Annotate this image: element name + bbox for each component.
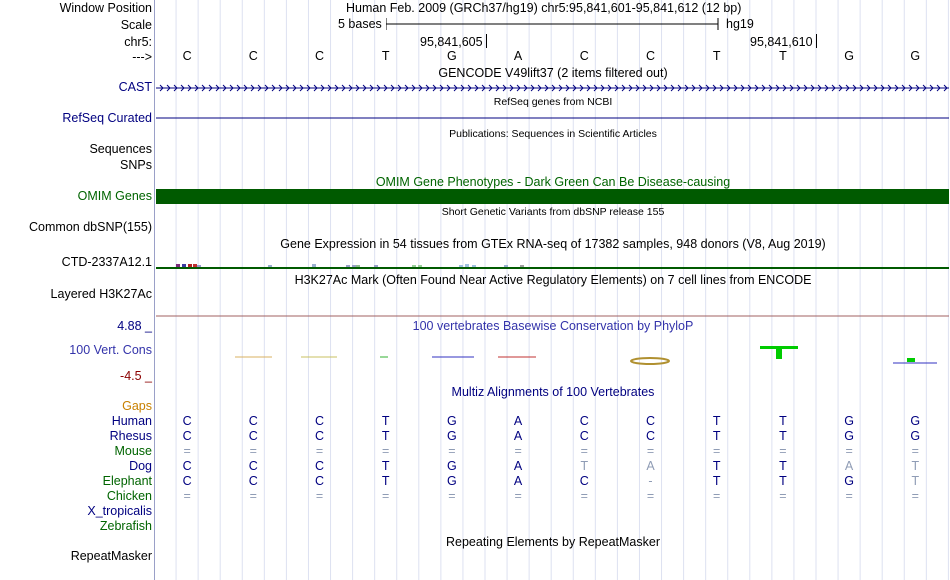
refseq-track-label[interactable]: RefSeq Curated <box>62 111 152 125</box>
omim-track-title[interactable]: OMIM Gene Phenotypes - Dark Green Can Be Disease-causing <box>375 175 731 189</box>
alignment-base: C <box>314 414 325 428</box>
reference-base: C <box>182 49 192 63</box>
gtex-tissue-bar <box>188 264 192 267</box>
alignment-base: = <box>646 489 655 503</box>
alignment-base: T <box>712 414 721 428</box>
alignment-base: = <box>382 489 390 503</box>
dbsnp-track-label[interactable]: Common dbSNP(155) <box>29 220 152 234</box>
species-label[interactable]: Dog <box>129 459 152 473</box>
reference-base: T <box>779 49 787 63</box>
species-label[interactable]: Zebrafish <box>99 519 152 533</box>
alignment-base: A <box>646 459 655 473</box>
reference-base: C <box>248 49 258 63</box>
phylop-max-label: 4.88 _ <box>117 319 152 333</box>
alignment-base: G <box>447 414 457 428</box>
alignment-base: T <box>712 474 721 488</box>
scale-assembly: hg19 <box>726 17 754 31</box>
alignment-base: C <box>579 414 589 428</box>
alignment-base: A <box>513 414 523 428</box>
alignment-base: T <box>381 474 390 488</box>
alignment-base: G <box>447 474 457 488</box>
snps-track-label[interactable]: SNPs <box>120 158 152 172</box>
alignment-base: T <box>779 429 787 443</box>
alignment-base: = <box>448 444 456 458</box>
phylop-score-mark <box>907 358 915 362</box>
phylop-track-title[interactable]: 100 vertebrates Basewise Conservation by PhyloP <box>412 319 694 333</box>
gaps-label: Gaps <box>122 399 152 413</box>
window-position-label: Window Position <box>59 1 152 15</box>
gtex-tissue-bar <box>197 265 201 267</box>
alignment-base: A <box>513 474 523 488</box>
alignment-base: A <box>513 429 523 443</box>
alignment-base: - <box>648 474 653 488</box>
alignment-base: T <box>381 414 390 428</box>
gtex-track-title[interactable]: Gene Expression in 54 tissues from GTEx RNA-seq of 17382 samples, 948 donors (V8, Aug 2019) <box>280 237 826 251</box>
alignment-base: T <box>381 429 390 443</box>
alignment-base: G <box>844 474 854 488</box>
gtex-tissue-bar <box>412 265 416 267</box>
reference-base: A <box>513 49 523 63</box>
alignment-base: = <box>911 489 919 503</box>
alignment-base: = <box>713 444 721 458</box>
alignment-base: T <box>712 459 721 473</box>
alignment-base: = <box>514 444 522 458</box>
strand-label: ---> <box>132 50 152 64</box>
alignment-base: C <box>248 459 258 473</box>
reference-base: G <box>447 49 457 63</box>
alignment-base: C <box>182 414 192 428</box>
gtex-tissue-bar <box>182 264 186 267</box>
gtex-gene-label[interactable]: CTD-2337A12.1 <box>61 255 152 269</box>
alignment-base: C <box>314 459 325 473</box>
alignment-base: T <box>381 459 390 473</box>
alignment-base: T <box>779 459 787 473</box>
alignment-base: = <box>249 444 257 458</box>
alignment-base: = <box>845 444 853 458</box>
multiz-track-title[interactable]: Multiz Alignments of 100 Vertebrates <box>451 385 655 399</box>
alignment-base: G <box>447 459 457 473</box>
alignment-base: = <box>514 489 522 503</box>
gtex-tissue-bar <box>352 265 356 267</box>
species-label[interactable]: X_tropicalis <box>87 504 152 518</box>
h3k27ac-track-title[interactable]: H3K27Ac Mark (Often Found Near Active Regulatory Elements) on 7 cell lines from ENCODE <box>294 273 812 287</box>
reference-base: T <box>381 49 390 63</box>
window-position-value: Human Feb. 2009 (GRCh37/hg19) chr5:95,841,601-95,841,612 (12 bp) <box>346 1 742 15</box>
phylop-high-score-mark <box>776 349 782 359</box>
alignment-base: C <box>182 459 192 473</box>
species-label[interactable]: Elephant <box>102 474 152 488</box>
alignment-base: = <box>183 444 191 458</box>
alignment-base: C <box>579 474 589 488</box>
cast-gene-label[interactable]: CAST <box>118 80 152 94</box>
alignment-base: T <box>911 459 920 473</box>
species-label[interactable]: Mouse <box>114 444 152 458</box>
phylop-score-mark <box>631 358 669 364</box>
alignment-base: C <box>248 414 258 428</box>
gtex-tissue-bar <box>312 264 316 267</box>
gtex-tissue-bar <box>193 264 197 267</box>
species-label[interactable]: Rhesus <box>109 429 152 443</box>
reference-base: T <box>712 49 721 63</box>
species-label[interactable]: Human <box>111 414 152 428</box>
chrom-label: chr5: <box>124 35 152 49</box>
reference-base: G <box>910 49 921 63</box>
reference-base: C <box>645 49 656 63</box>
gtex-tissue-bar <box>472 265 476 267</box>
alignment-base: = <box>779 489 787 503</box>
gtex-tissue-bar <box>520 265 524 267</box>
alignment-base: C <box>182 429 192 443</box>
alignment-base: C <box>248 429 258 443</box>
alignment-base: A <box>513 459 523 473</box>
reference-base: C <box>314 49 325 63</box>
gencode-track-title[interactable]: GENCODE V49lift37 (2 items filtered out) <box>438 66 668 80</box>
rmsk-track-label[interactable]: RepeatMasker <box>70 549 152 563</box>
phylop-min-label: -4.5 _ <box>120 369 152 383</box>
alignment-base: = <box>315 444 324 458</box>
alignment-base: T <box>580 459 589 473</box>
reference-base: G <box>844 49 854 63</box>
alignment-base: G <box>910 414 921 428</box>
alignment-base: T <box>779 474 787 488</box>
alignment-base: = <box>779 444 787 458</box>
alignment-base: = <box>845 489 853 503</box>
alignment-base: C <box>579 429 589 443</box>
alignment-base: = <box>183 489 191 503</box>
alignment-base: C <box>645 414 656 428</box>
coord-tick-1: 95,841,605 <box>420 35 483 49</box>
species-label[interactable]: Chicken <box>106 489 152 503</box>
alignment-base: G <box>844 429 854 443</box>
alignment-base: C <box>314 429 325 443</box>
alignment-base: = <box>315 489 324 503</box>
gtex-tissue-bar <box>356 265 360 267</box>
alignment-base: = <box>580 489 588 503</box>
phylop-high-score-mark <box>760 346 798 349</box>
h3k27ac-track-label[interactable]: Layered H3K27Ac <box>50 287 152 301</box>
alignment-base: = <box>713 489 721 503</box>
refseq-track-title[interactable]: RefSeq genes from NCBI <box>493 96 613 108</box>
gtex-tissue-bar <box>268 265 272 267</box>
alignment-base: = <box>911 444 919 458</box>
gtex-tissue-bar <box>418 265 422 267</box>
alignment-base: G <box>844 414 854 428</box>
alignment-base: = <box>448 489 456 503</box>
alignment-base: C <box>314 474 325 488</box>
alignment-base: T <box>911 474 920 488</box>
alignment-base: = <box>646 444 655 458</box>
rmsk-track-title[interactable]: Repeating Elements by RepeatMasker <box>445 535 660 549</box>
alignment-base: T <box>712 429 721 443</box>
alignment-base: G <box>447 429 457 443</box>
gtex-tissue-bar <box>374 265 378 267</box>
alignment-base: = <box>382 444 390 458</box>
phylop-track-label[interactable]: 100 Vert. Cons <box>69 343 152 357</box>
pubs-track-title[interactable]: Publications: Sequences in Scientific Articles <box>449 128 657 140</box>
alignment-base: C <box>248 474 258 488</box>
gtex-tissue-bar <box>465 264 469 267</box>
reference-base: C <box>579 49 589 63</box>
alignment-base: T <box>779 414 787 428</box>
gtex-tissue-bar <box>176 264 180 267</box>
dbsnp-track-title[interactable]: Short Genetic Variants from dbSNP release 155 <box>441 206 665 218</box>
alignment-base: A <box>844 459 854 473</box>
alignment-base: C <box>645 429 656 443</box>
scale-text: 5 bases <box>338 17 382 31</box>
scale-label: Scale <box>120 18 152 32</box>
omim-track-label[interactable]: OMIM Genes <box>77 189 152 203</box>
alignment-base: G <box>910 429 921 443</box>
coord-tick-2: 95,841,610 <box>750 35 813 49</box>
alignment-base: = <box>580 444 588 458</box>
sequences-track-label[interactable]: Sequences <box>89 142 152 156</box>
gtex-tissue-bar <box>504 265 508 267</box>
omim-phenotype-bar <box>156 189 949 204</box>
gtex-tissue-bar <box>459 265 463 267</box>
gtex-tissue-bar <box>346 265 350 267</box>
alignment-base: C <box>182 474 192 488</box>
alignment-base: = <box>249 489 257 503</box>
